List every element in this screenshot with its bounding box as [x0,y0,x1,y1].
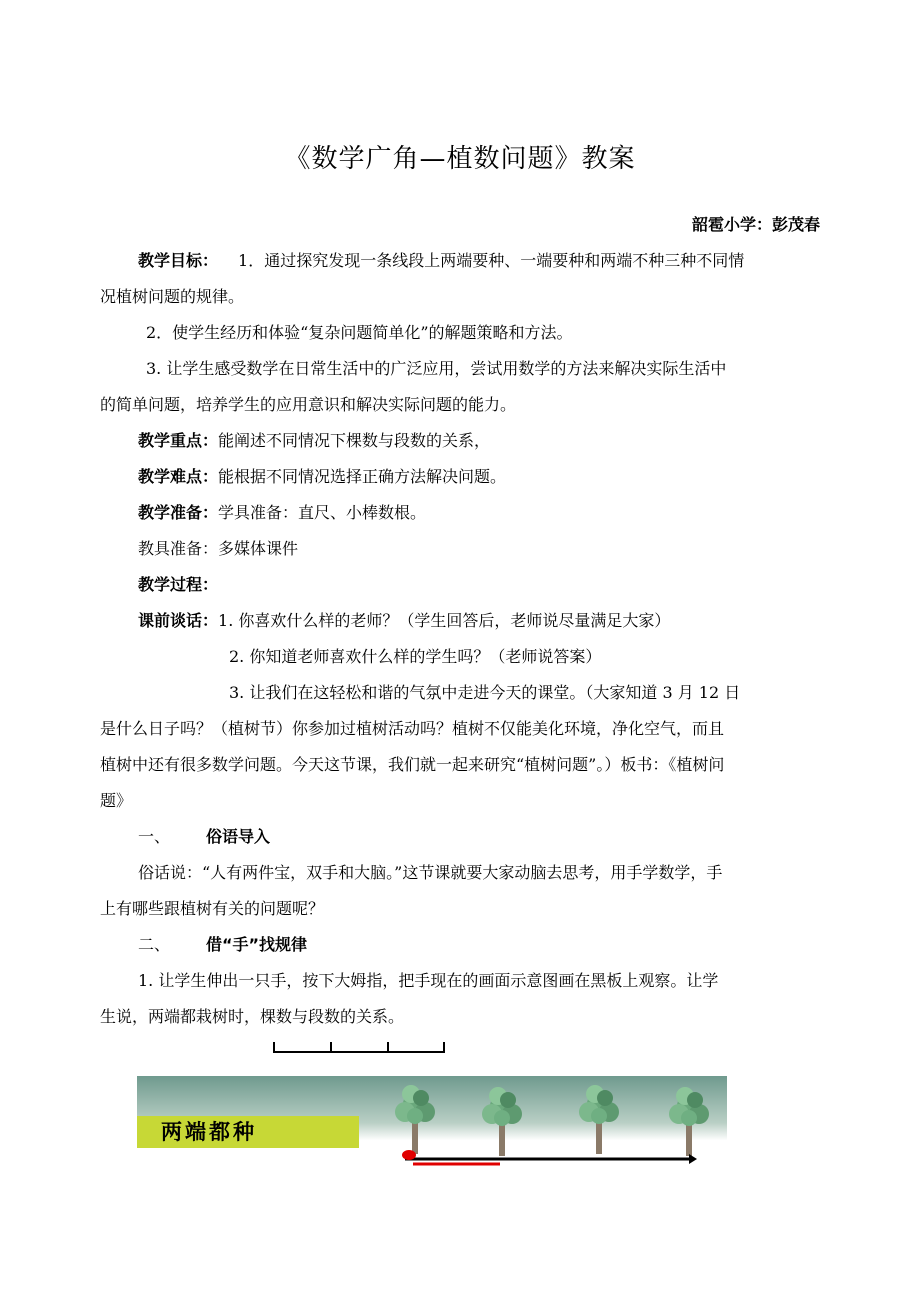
pre-talk-q3-line-4: 题》 [100,791,133,810]
difficulty-text: 能根据不同情况选择正确方法解决问题。 [218,467,507,486]
pre-talk-q1: 1. 你喜欢什么样的老师？（学生回答后，老师说尽量满足大家） [218,611,671,630]
preparation-text: 学具准备：直尺、小棒数根。 [218,503,427,522]
arrow-head-icon [689,1154,697,1164]
difficulty-label: 教学难点： [138,467,219,486]
section-1-number: 一、 [138,827,171,846]
tree-icon [669,1087,709,1156]
objective-3: 3. 让学生感受数学在日常生活中的广泛应用，尝试用数学的方法来解决实际生活中 [146,359,727,378]
author-line: 韶雹小学：彭茂春 [691,215,820,234]
process-label: 教学过程： [138,575,219,594]
objective-3-continuation: 的简单问题，培养学生的应用意识和解决实际问题的能力。 [100,395,517,414]
key-point-text: 能阐述不同情况下棵数与段数的关系， [218,431,491,450]
objectives-label: 教学目标： [138,251,219,270]
section-1-title: 俗语导入 [206,827,271,846]
section-1-text-line-2: 上有哪些跟植树有关的问题呢？ [100,899,325,918]
section-2-title: 借“手”找规律 [206,935,308,954]
objective-2: 2．使学生经历和体验“复杂问题简单化”的解题策略和方法。 [146,323,573,342]
illustration-label: 两端都种 [137,1116,359,1148]
page-title: 《数学广角—植数问题》教案 [284,144,636,174]
section-2-text: 1. 让学生伸出一只手，按下大姆指，把手现在的画面示意图画在黑板上观察。让学 [138,971,719,990]
pre-talk-q3-line-3: 植树中还有很多数学问题。今天这节课，我们就一起来研究“植树问题”。）板书：《植树问 [100,755,725,774]
section-1-heading [138,827,270,847]
section-2-heading [138,935,307,955]
objectives-line-1 [138,251,744,271]
difficulty [138,467,506,487]
segment-diagram [272,1040,452,1056]
section-2-number: 二、 [138,935,171,954]
section-2-text-line-2: 生说，两端都栽树时，棵数与段数的关系。 [100,1007,405,1026]
preparation [138,503,426,523]
key-point [138,431,490,451]
pre-talk-q3: 3. 让我们在这轻松和谐的气氛中走进今天的课堂。（大家知道 3 月 12 日 [229,683,741,702]
pre-talk-label: 课前谈话： [138,611,219,630]
tree-icon [482,1087,522,1156]
tree-illustration [137,1076,727,1180]
start-marker [402,1150,416,1160]
pre-talk-line-1 [138,611,670,631]
section-1-text: 俗话说：“人有两件宝，双手和大脑。”这节课就要大家动脑去思考，用手学数学，手 [138,863,723,882]
pre-talk-q2: 2. 你知道老师喜欢什么样的学生吗？（老师说答案） [229,647,602,666]
objective-1-continuation: 况植树问题的规律。 [100,287,245,306]
objective-1-text: 1．通过探究发现一条线段上两端要种、一端要种和两端不种三种不同情 [238,251,745,270]
pre-talk-q3-line-2: 是什么日子吗？（植树节）你参加过植树活动吗？植树不仅能美化环境，净化空气，而且 [100,719,725,738]
preparation-label: 教学准备： [138,503,219,522]
tree-icon [579,1085,619,1154]
teacher-preparation: 教具准备：多媒体课件 [138,539,299,558]
key-point-label: 教学重点： [138,431,219,450]
tree-icon [395,1085,435,1154]
tree-scene [137,1076,727,1180]
